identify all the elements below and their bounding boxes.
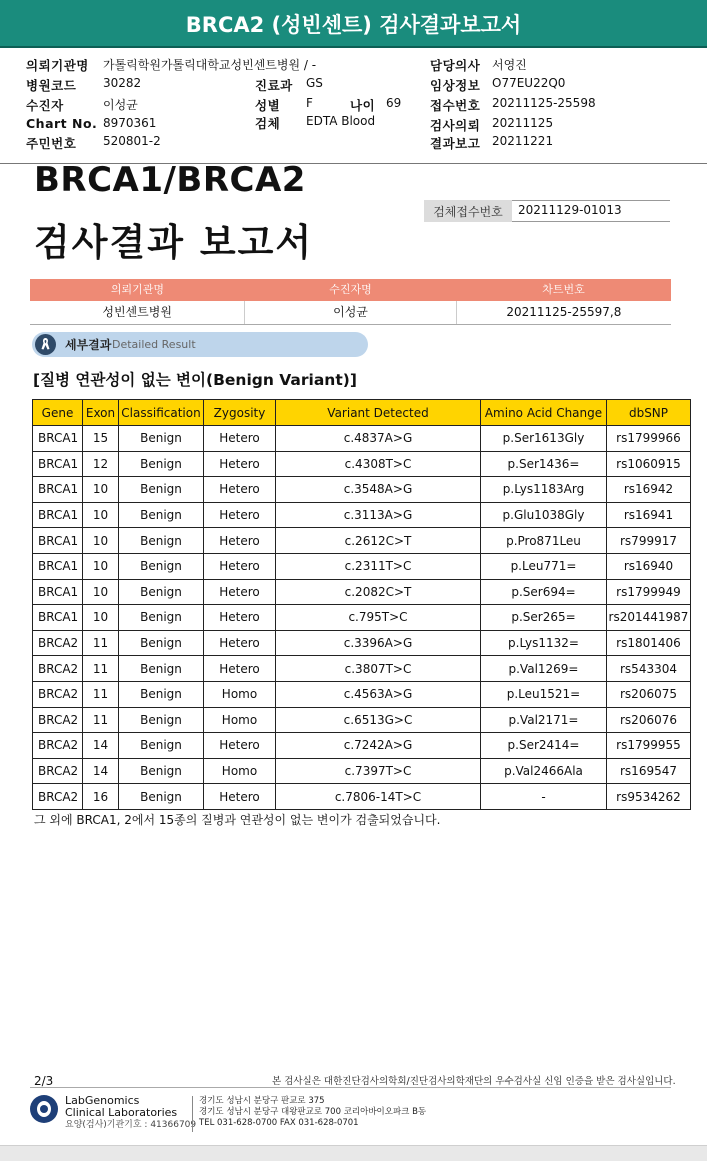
cell-classification: Benign <box>119 707 204 733</box>
address-block <box>199 1096 426 1129</box>
cell-classification: Benign <box>119 451 204 477</box>
cell-classification: Benign <box>119 758 204 784</box>
header-zygosity: Zygosity <box>204 400 276 426</box>
cell-gene: BRCA2 <box>33 707 83 733</box>
cell-variant: c.3807T>C <box>276 656 481 682</box>
header-gene: Gene <box>33 400 83 426</box>
cell-exon: 10 <box>83 528 119 554</box>
resident-label: 주민번호 <box>26 136 77 151</box>
cell-zygosity: Hetero <box>204 605 276 631</box>
contact-line: TEL 031-628-0700 FAX 031-628-0701 <box>199 1118 359 1128</box>
cell-amino-acid: p.Ser1613Gly <box>481 426 607 452</box>
cell-classification: Benign <box>119 579 204 605</box>
cell-gene: BRCA1 <box>33 426 83 452</box>
cell-variant: c.2082C>T <box>276 579 481 605</box>
receipt-value: 20211125-25598 <box>492 96 596 110</box>
age-label: 나이 <box>350 98 376 113</box>
cell-gene: BRCA1 <box>33 502 83 528</box>
cell-exon: 11 <box>83 656 119 682</box>
chart-label: Chart No. <box>26 116 98 131</box>
registration-number: 요양(검사)기관기호 : 41366709 <box>65 1120 197 1130</box>
table-row <box>33 528 691 554</box>
cell-amino-acid: p.Ser2414= <box>481 733 607 759</box>
cell-gene: BRCA2 <box>33 656 83 682</box>
cell-amino-acid: p.Ser1436= <box>481 451 607 477</box>
clinical-value: O77EU22Q0 <box>492 76 566 90</box>
labgenomics-logo-icon <box>30 1095 58 1123</box>
cell-amino-acid: p.Lys1132= <box>481 630 607 656</box>
specimen-number-value: 20211129-01013 <box>512 200 670 222</box>
table-row <box>33 502 691 528</box>
doctor-value: 서영진 <box>492 58 527 72</box>
cell-amino-acid: p.Leu771= <box>481 553 607 579</box>
cell-gene: BRCA2 <box>33 630 83 656</box>
cell-dbsnp: rs1060915 <box>607 451 691 477</box>
cell-gene: BRCA1 <box>33 579 83 605</box>
cell-gene: BRCA2 <box>33 733 83 759</box>
cell-amino-acid: p.Ser265= <box>481 605 607 631</box>
cell-dbsnp: rs1799949 <box>607 579 691 605</box>
specimen-label: 검체 <box>255 116 281 131</box>
patient-summary-header-hospital: 의뢰기관명 <box>110 283 165 296</box>
cell-dbsnp: rs16942 <box>607 477 691 503</box>
cell-gene: BRCA1 <box>33 605 83 631</box>
cell-zygosity: Hetero <box>204 451 276 477</box>
cell-variant: c.3113A>G <box>276 502 481 528</box>
cell-amino-acid: p.Val2171= <box>481 707 607 733</box>
cell-gene: BRCA2 <box>33 758 83 784</box>
cell-variant: c.4837A>G <box>276 426 481 452</box>
cell-dbsnp: rs201441987 <box>607 605 691 631</box>
report-info-block <box>0 52 707 164</box>
cell-gene: BRCA1 <box>33 528 83 554</box>
header-exon: Exon <box>83 400 119 426</box>
cell-variant: c.3548A>G <box>276 477 481 503</box>
report-value: 20211221 <box>492 134 554 148</box>
certification-text: 본 검사실은 대한진단검사의학회/진단검사의학재단의 우수검사실 신임 인증을 받은 검사실입니다. <box>272 1076 676 1087</box>
cell-zygosity: Hetero <box>204 630 276 656</box>
table-row <box>33 605 691 631</box>
section-title: [질병 연관성이 없는 변이(Benign Variant)] <box>33 371 357 389</box>
hospcode-label: 병원코드 <box>26 78 77 93</box>
bottom-strip <box>0 1145 707 1161</box>
cell-exon: 12 <box>83 451 119 477</box>
header-variant: Variant Detected <box>276 400 481 426</box>
cell-variant: c.2311T>C <box>276 553 481 579</box>
cell-dbsnp: rs799917 <box>607 528 691 554</box>
patient-summary-patient: 이성균 <box>245 301 456 324</box>
cell-classification: Benign <box>119 630 204 656</box>
variant-note: 그 외에 BRCA1, 2에서 15종의 질병과 연관성이 없는 변이가 검출되었습니다. <box>34 813 441 827</box>
resident-value: 520801-2 <box>103 134 161 148</box>
cell-gene: BRCA1 <box>33 451 83 477</box>
table-row <box>33 681 691 707</box>
cell-exon: 11 <box>83 707 119 733</box>
report-label: 결과보고 <box>430 136 481 151</box>
cell-dbsnp: rs16941 <box>607 502 691 528</box>
detailed-result-subtitle: Detailed Result <box>112 338 196 351</box>
cell-zygosity: Hetero <box>204 426 276 452</box>
report-banner: BRCA2 (성빈센트) 검사결과보고서 <box>0 0 707 48</box>
cell-dbsnp: rs1801406 <box>607 630 691 656</box>
cell-exon: 11 <box>83 630 119 656</box>
cell-dbsnp: rs206075 <box>607 681 691 707</box>
patient-summary-header-patient: 수진자명 <box>329 283 372 296</box>
table-row <box>33 553 691 579</box>
page-number: 2/3 <box>34 1074 54 1088</box>
patient-value: 이성균 <box>103 98 138 112</box>
cell-zygosity: Homo <box>204 681 276 707</box>
cell-variant: c.7242A>G <box>276 733 481 759</box>
cell-zygosity: Hetero <box>204 656 276 682</box>
cell-classification: Benign <box>119 656 204 682</box>
table-row <box>33 656 691 682</box>
cell-gene: BRCA1 <box>33 553 83 579</box>
cell-classification: Benign <box>119 784 204 810</box>
footer-divider <box>30 1087 671 1088</box>
cell-classification: Benign <box>119 528 204 554</box>
cell-classification: Benign <box>119 733 204 759</box>
specimen-number-label: 검체접수번호 <box>424 200 512 222</box>
cell-exon: 11 <box>83 681 119 707</box>
table-row <box>33 707 691 733</box>
request-label: 검사의뢰 <box>430 118 481 133</box>
cell-amino-acid: p.Leu1521= <box>481 681 607 707</box>
cell-exon: 16 <box>83 784 119 810</box>
table-row <box>33 451 691 477</box>
variant-table-header <box>33 400 691 426</box>
dept-label: 진료과 <box>255 78 293 93</box>
cell-dbsnp: rs543304 <box>607 656 691 682</box>
table-row <box>33 758 691 784</box>
cell-variant: c.7397T>C <box>276 758 481 784</box>
chart-value: 8970361 <box>103 116 157 130</box>
cell-amino-acid: p.Val1269= <box>481 656 607 682</box>
patient-label: 수진자 <box>26 98 64 113</box>
cell-exon: 14 <box>83 733 119 759</box>
cell-exon: 10 <box>83 579 119 605</box>
doctor-label: 담당의사 <box>430 58 481 73</box>
variant-table-body <box>33 426 691 810</box>
company-block <box>65 1095 196 1131</box>
cell-classification: Benign <box>119 477 204 503</box>
patient-summary-header-chart: 차트번호 <box>542 283 585 296</box>
cell-exon: 10 <box>83 553 119 579</box>
dept-value: GS <box>306 76 323 90</box>
patient-summary-hospital: 성빈센트병원 <box>30 301 245 324</box>
cell-exon: 10 <box>83 477 119 503</box>
cell-zygosity: Hetero <box>204 553 276 579</box>
cell-exon: 10 <box>83 502 119 528</box>
specimen-number-box <box>424 200 670 222</box>
cell-zygosity: Hetero <box>204 528 276 554</box>
cell-zygosity: Hetero <box>204 784 276 810</box>
table-row <box>33 477 691 503</box>
detailed-result-pill <box>32 332 368 357</box>
patient-summary-header <box>30 279 671 301</box>
cell-amino-acid: p.Val2466Ala <box>481 758 607 784</box>
hospital-label: 의뢰기관명 <box>26 58 89 73</box>
cell-gene: BRCA2 <box>33 681 83 707</box>
age-value: 69 <box>386 96 402 110</box>
cell-amino-acid: p.Pro871Leu <box>481 528 607 554</box>
variant-table <box>32 399 691 810</box>
heading-line2: 검사결과 보고서 <box>34 221 314 264</box>
hospcode-value: 30282 <box>103 76 142 90</box>
patient-summary-row <box>30 301 671 325</box>
cell-dbsnp: rs169547 <box>607 758 691 784</box>
cell-exon: 14 <box>83 758 119 784</box>
company-name-line1: LabGenomics <box>65 1094 140 1107</box>
header-classification: Classification <box>119 400 204 426</box>
cell-classification: Benign <box>119 426 204 452</box>
table-row <box>33 426 691 452</box>
cell-zygosity: Hetero <box>204 579 276 605</box>
cell-amino-acid: - <box>481 784 607 810</box>
patient-summary-table <box>30 279 671 325</box>
cell-variant: c.7806-14T>C <box>276 784 481 810</box>
cell-dbsnp: rs16940 <box>607 553 691 579</box>
clinical-label: 임상정보 <box>430 78 481 93</box>
cell-zygosity: Homo <box>204 758 276 784</box>
cell-dbsnp: rs1799966 <box>607 426 691 452</box>
hospital-value: 가톨릭학원가톨릭대학교성빈센트병원 / - <box>103 58 317 72</box>
heading-line1: BRCA1/BRCA2 <box>34 160 306 200</box>
table-row <box>33 733 691 759</box>
cell-zygosity: Hetero <box>204 733 276 759</box>
cell-classification: Benign <box>119 502 204 528</box>
cell-variant: c.6513G>C <box>276 707 481 733</box>
request-value: 20211125 <box>492 116 554 130</box>
table-row <box>33 784 691 810</box>
cell-zygosity: Homo <box>204 707 276 733</box>
cell-exon: 10 <box>83 605 119 631</box>
cell-gene: BRCA2 <box>33 784 83 810</box>
table-row <box>33 579 691 605</box>
sex-label: 성별 <box>255 98 281 113</box>
cell-dbsnp: rs206076 <box>607 707 691 733</box>
cell-variant: c.2612C>T <box>276 528 481 554</box>
receipt-label: 접수번호 <box>430 98 481 113</box>
cell-dbsnp: rs9534262 <box>607 784 691 810</box>
footer-separator <box>192 1096 193 1132</box>
sex-value: F <box>306 96 313 110</box>
detailed-result-title: 세부결과 <box>65 338 112 352</box>
cell-amino-acid: p.Ser694= <box>481 579 607 605</box>
cell-amino-acid: p.Glu1038Gly <box>481 502 607 528</box>
ribbon-icon <box>35 334 56 355</box>
cell-classification: Benign <box>119 605 204 631</box>
address-line2: 경기도 성남시 분당구 대왕판교로 700 코리아바이오파크 B동 <box>199 1107 427 1117</box>
address-line1: 경기도 성남시 분당구 판교로 375 <box>199 1096 325 1106</box>
cell-dbsnp: rs1799955 <box>607 733 691 759</box>
header-amino-acid: Amino Acid Change <box>481 400 607 426</box>
company-name-line2: Clinical Laboratories <box>65 1106 178 1119</box>
header-dbsnp: dbSNP <box>607 400 691 426</box>
patient-summary-chart: 20211125-25597,8 <box>506 305 622 319</box>
cell-variant: c.795T>C <box>276 605 481 631</box>
cell-variant: c.4563A>G <box>276 681 481 707</box>
cell-amino-acid: p.Lys1183Arg <box>481 477 607 503</box>
cell-variant: c.3396A>G <box>276 630 481 656</box>
table-row <box>33 630 691 656</box>
specimen-value: EDTA Blood <box>306 114 376 128</box>
cell-classification: Benign <box>119 681 204 707</box>
cell-classification: Benign <box>119 553 204 579</box>
cell-zygosity: Hetero <box>204 477 276 503</box>
cell-gene: BRCA1 <box>33 477 83 503</box>
cell-exon: 15 <box>83 426 119 452</box>
cell-variant: c.4308T>C <box>276 451 481 477</box>
cell-zygosity: Hetero <box>204 502 276 528</box>
